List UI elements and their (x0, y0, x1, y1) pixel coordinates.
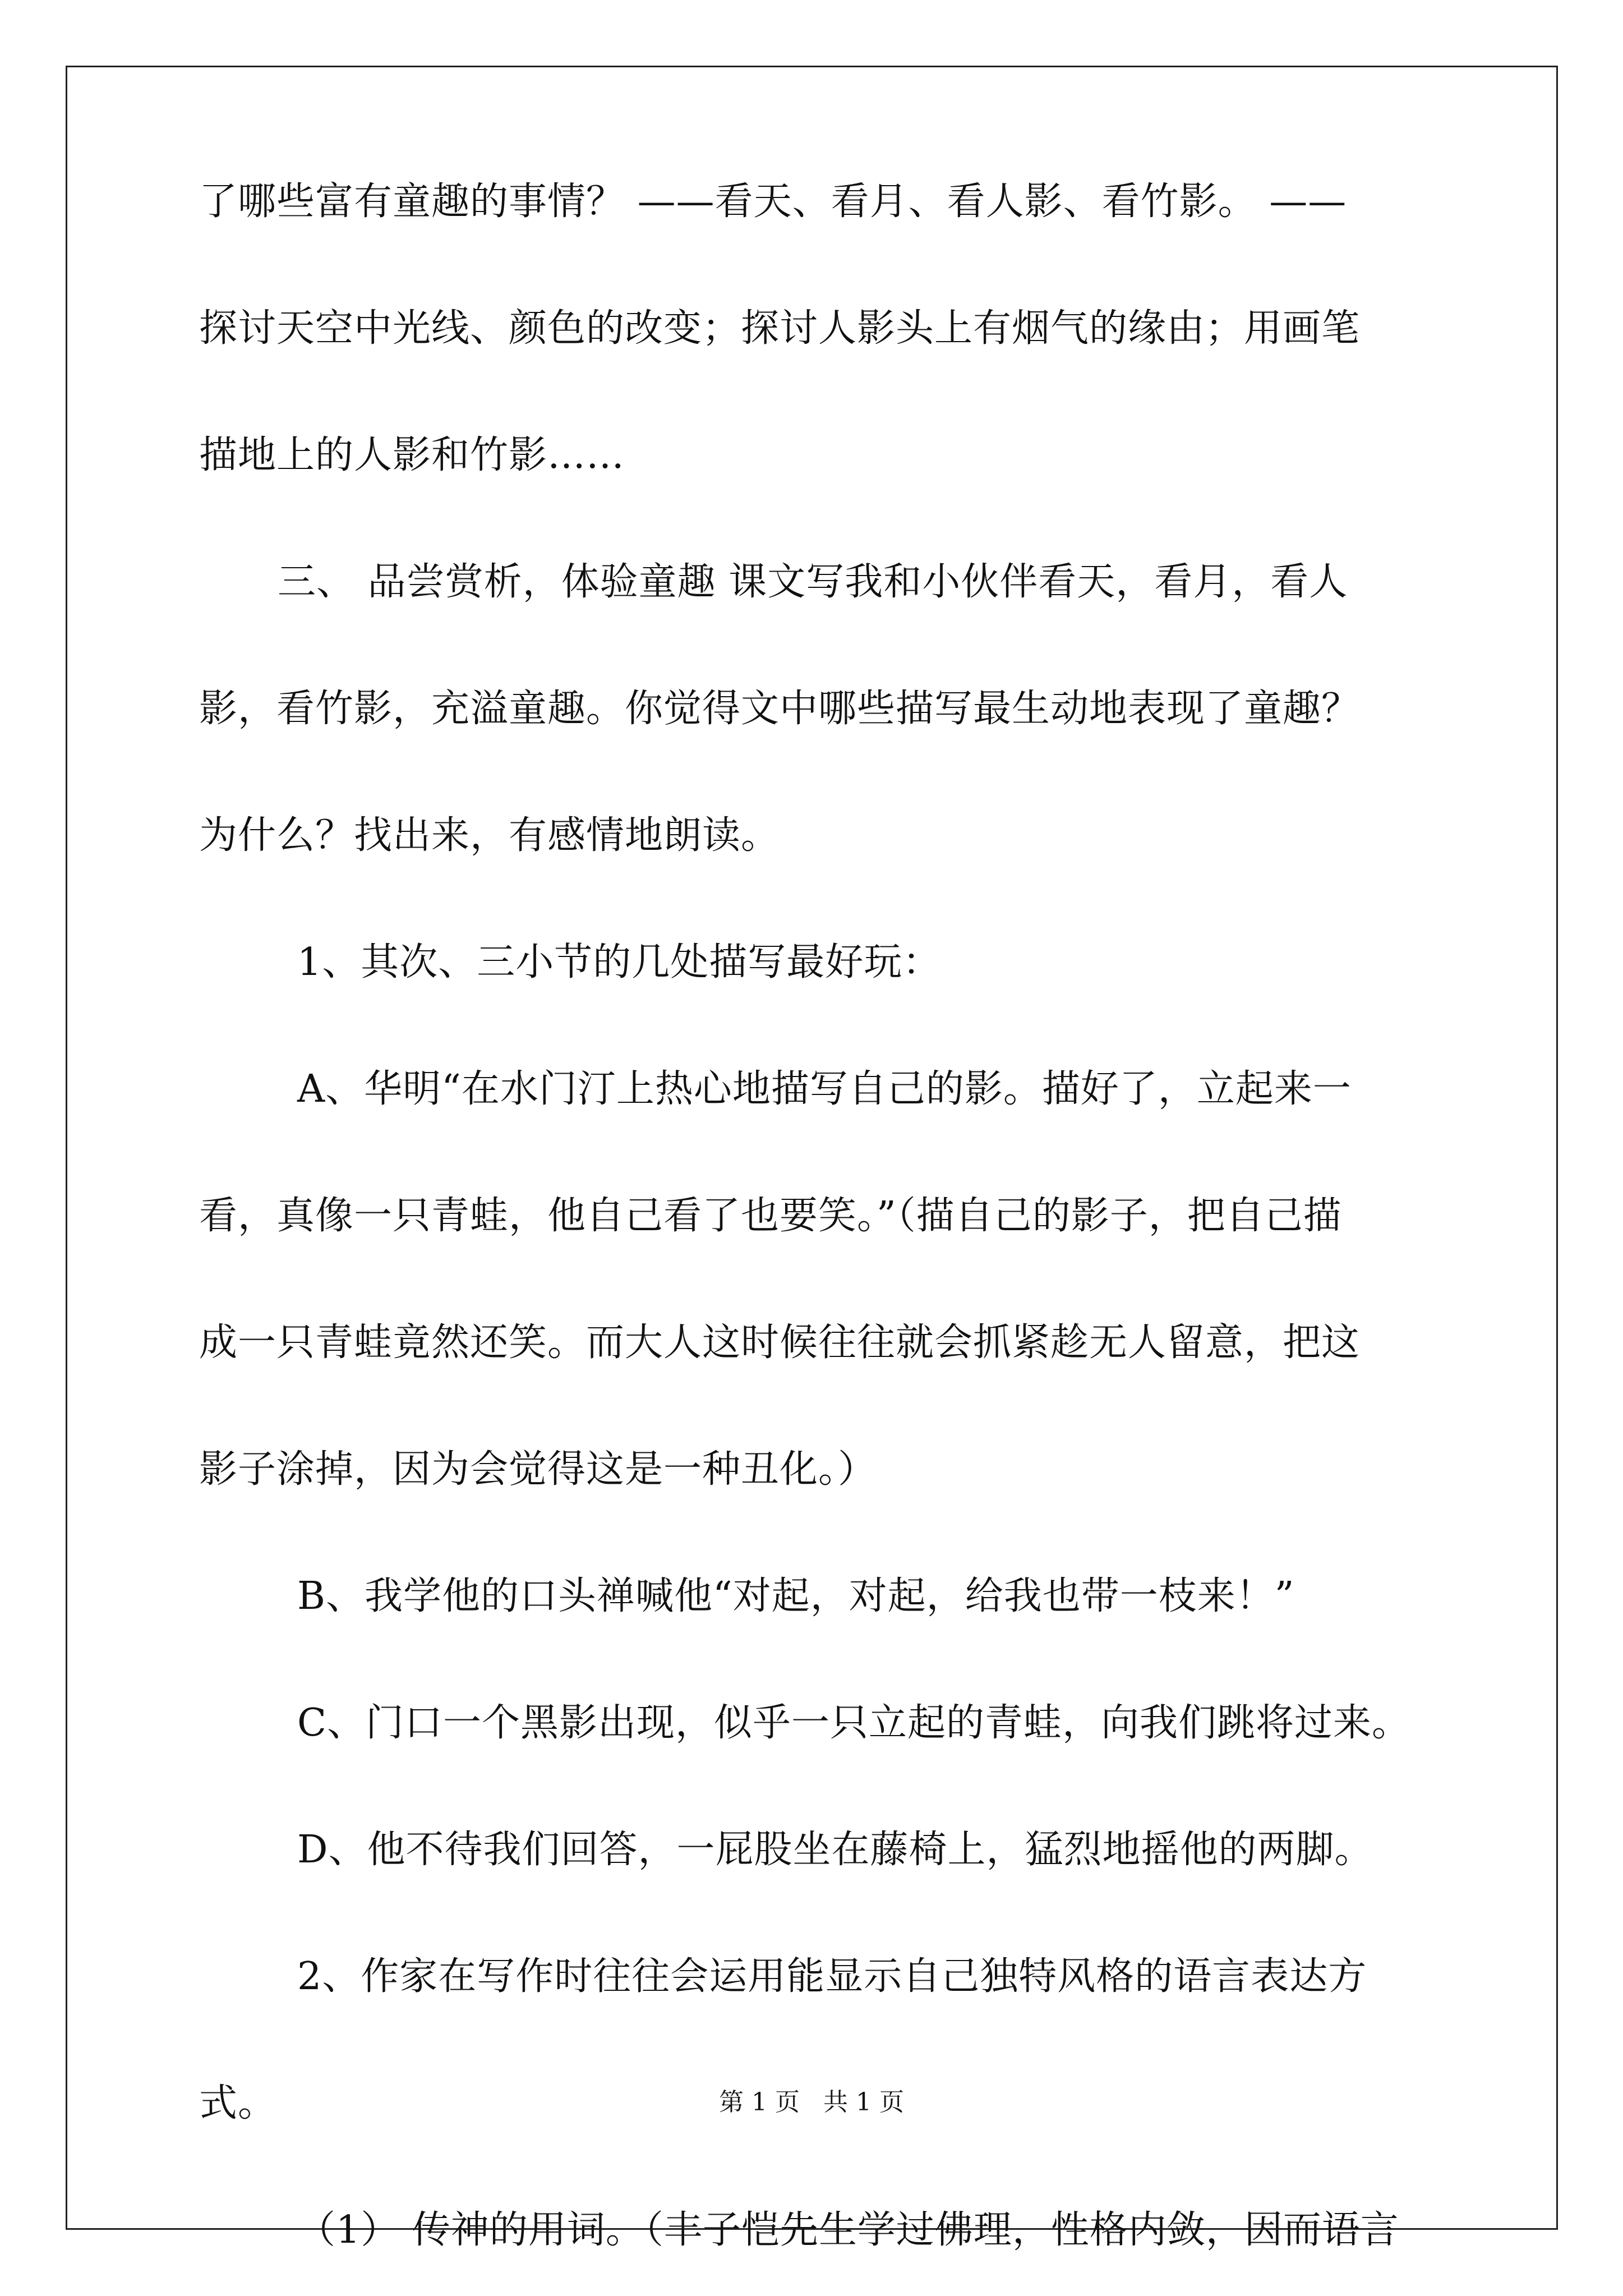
text-line-3: 描地上的人影和竹影…… (199, 433, 625, 477)
text-line-14: D、他不待我们回答，一屁股坐在藤椅上，猛烈地摇他的两脚。 (297, 1828, 1373, 1872)
text-line-16: 式。 (199, 2081, 277, 2125)
text-line-12: B、我学他的口头禅喊他“对起，对起，给我也带一枝来！” (297, 1574, 1295, 1618)
page-number-footer: 第 1 页 共 1 页 (719, 2088, 904, 2116)
text-line-5: 影，看竹影，充溢童趣。你觉得文中哪些描写最生动地表现了童趣？ (199, 687, 1361, 731)
text-line-7: 1、其次、三小节的几处描写最好玩： (297, 940, 942, 984)
text-line-11: 影子涂掉，因为会觉得这是一种丑化。） (199, 1447, 877, 1492)
text-line-8: A、华明“在水门汀上热心地描写自己的影。描好了，立起来一 (297, 1067, 1352, 1111)
text-line-4: 三、 品尝赏析，体验童趣 课文写我和小伙伴看天，看月，看人 (278, 560, 1348, 604)
text-line-1: 了哪些富有童趣的事情？ ——看天、看月、看人影、看竹影。 —— (199, 180, 1347, 224)
text-line-15: 2、作家在写作时往往会运用能显示自己独特风格的语言表达方 (297, 1954, 1367, 1999)
text-line-10: 成一只青蛙竟然还笑。而大人这时候往往就会抓紧趁无人留意，把这 (199, 1320, 1361, 1365)
text-line-17: （1） 传神的用词。（丰子恺先生学过佛理，性格内敛，因而语言 (297, 2208, 1399, 2252)
page-border (66, 66, 1558, 2230)
text-line-13: C、门口一个黑影出现，似乎一只立起的青蛙，向我们跳将过来。 (297, 1701, 1411, 1745)
text-line-6: 为什么？找出来，有感情地朗读。 (199, 813, 780, 858)
text-line-9: 看，真像一只青蛙，他自己看了也要笑。”（描自己的影子，把自己描 (199, 1194, 1342, 1238)
text-line-2: 探讨天空中光线、颜色的改变；探讨人影头上有烟气的缘由；用画笔 (199, 306, 1361, 351)
